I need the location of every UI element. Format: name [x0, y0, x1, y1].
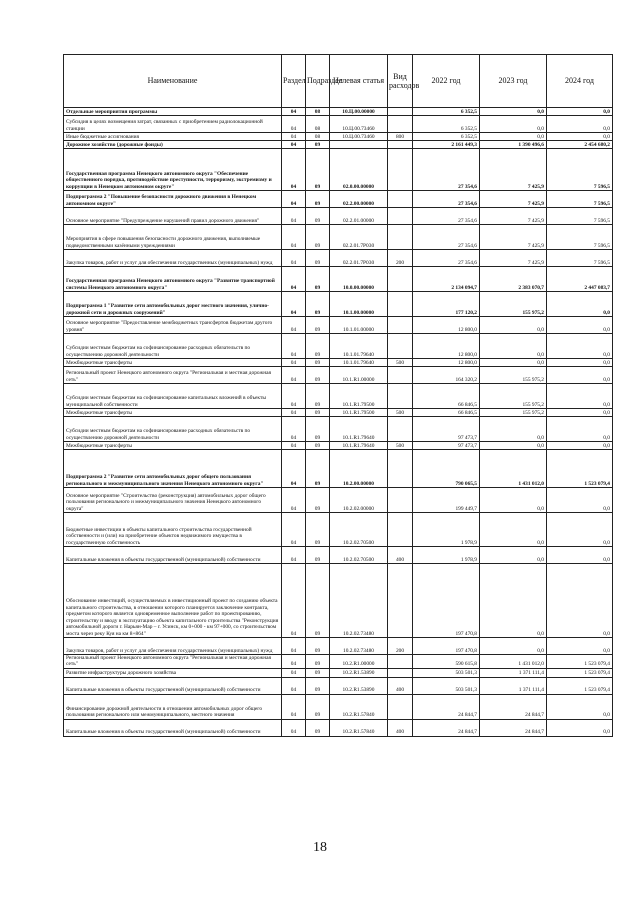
row-2024: 0,0 — [547, 116, 613, 133]
row-section: 04 — [282, 208, 306, 225]
row-subsection: 09 — [306, 564, 330, 638]
row-target: 10.Ц.00.73460 — [330, 116, 388, 133]
row-target: 10.2.R1.00000 — [330, 655, 388, 669]
row-section: 04 — [282, 384, 306, 409]
table-row — [64, 677, 613, 694]
row-target: 02.2.01.00000 — [330, 208, 388, 225]
header-exp-type: Вид расходов — [388, 55, 413, 108]
row-name: Капитальные вложения в объекты государственной (муниципальной) собственности — [64, 719, 282, 736]
row-2023: 1 431 012,0 — [480, 450, 547, 488]
row-section: 04 — [282, 417, 306, 442]
table-row — [64, 208, 613, 225]
row-exp-type — [388, 141, 413, 149]
row-name: Основное мероприятие "Предупреждение нарушений правил дорожного движения" — [64, 208, 282, 225]
table-row — [64, 384, 613, 409]
row-exp-type: 500 — [388, 409, 413, 417]
row-2022: 2 134 094,7 — [413, 267, 480, 292]
row-subsection: 09 — [306, 191, 330, 208]
row-subsection: 08 — [306, 116, 330, 133]
row-name: Капитальные вложения в объекты государственной (муниципальной) собственности — [64, 547, 282, 564]
row-section: 04 — [282, 668, 306, 677]
row-subsection: 09 — [306, 317, 330, 334]
row-target: 02.2.01.7Р030 — [330, 250, 388, 267]
row-target: 10.2.00.00000 — [330, 450, 388, 488]
row-2022: 177 120,2 — [413, 292, 480, 317]
row-section: 04 — [282, 442, 306, 450]
row-section: 04 — [282, 292, 306, 317]
row-2023: 155 975,2 — [480, 367, 547, 384]
header-section: Раздел — [282, 55, 306, 108]
row-name: Субсидии местным бюджетам на софинансирование расходных обязательств по осуществлению дорожной деятельности — [64, 334, 282, 359]
row-section: 04 — [282, 317, 306, 334]
row-exp-type — [388, 149, 413, 191]
row-2022: 27 354,6 — [413, 250, 480, 267]
row-2022: 6 352,5 — [413, 116, 480, 133]
row-exp-type: 200 — [388, 250, 413, 267]
table-row — [64, 450, 613, 488]
table-row — [64, 694, 613, 719]
row-target: 10.1.01.79640 — [330, 359, 388, 367]
row-subsection: 09 — [306, 442, 330, 450]
row-exp-type — [388, 292, 413, 317]
row-2023: 0,0 — [480, 334, 547, 359]
row-2024: 0,0 — [547, 638, 613, 655]
row-2024: 0,0 — [547, 719, 613, 736]
table-row — [64, 191, 613, 208]
row-2022: 1 978,9 — [413, 513, 480, 547]
row-target: 10.0.00.00000 — [330, 267, 388, 292]
row-subsection: 09 — [306, 450, 330, 488]
row-2023: 7 425,9 — [480, 208, 547, 225]
row-exp-type: 800 — [388, 133, 413, 141]
row-exp-type — [388, 108, 413, 116]
row-exp-type — [388, 191, 413, 208]
row-section: 04 — [282, 334, 306, 359]
row-2024: 7 596,5 — [547, 208, 613, 225]
row-name: Региональный проект Ненецкого автономного округа "Региональная и местная дорожная сеть" — [64, 655, 282, 669]
row-2023: 0,0 — [480, 513, 547, 547]
row-subsection: 09 — [306, 488, 330, 513]
table-row — [64, 250, 613, 267]
table-row — [64, 359, 613, 367]
row-2024: 2 447 083,7 — [547, 267, 613, 292]
row-2024: 0,0 — [547, 442, 613, 450]
row-subsection: 09 — [306, 655, 330, 669]
row-2024: 0,0 — [547, 417, 613, 442]
row-section: 04 — [282, 149, 306, 191]
row-target — [330, 141, 388, 149]
row-2022: 197 470,8 — [413, 564, 480, 638]
row-target: 10.1.R1.79500 — [330, 384, 388, 409]
row-exp-type: 400 — [388, 547, 413, 564]
row-2024: 1 523 079,4 — [547, 668, 613, 677]
row-name: Межбюджетные трансферты — [64, 409, 282, 417]
row-subsection: 09 — [306, 208, 330, 225]
row-name: Подпрограмма 1 "Развитие сети автомобильных дорог местного значения, улично-дорожной сети и дорожных сооружений" — [64, 292, 282, 317]
row-section: 04 — [282, 409, 306, 417]
row-2023: 7 425,9 — [480, 149, 547, 191]
row-2024: 1 523 079,4 — [547, 677, 613, 694]
row-target: 10.Ц.00.73460 — [330, 133, 388, 141]
row-subsection: 09 — [306, 384, 330, 409]
row-exp-type — [388, 417, 413, 442]
row-section: 04 — [282, 677, 306, 694]
row-subsection: 09 — [306, 334, 330, 359]
row-subsection: 09 — [306, 149, 330, 191]
row-exp-type — [388, 655, 413, 669]
row-target: 02.2.01.7Р030 — [330, 225, 388, 250]
row-exp-type — [388, 668, 413, 677]
row-subsection: 09 — [306, 367, 330, 384]
table-row — [64, 108, 613, 116]
row-name: Субсидии местным бюджетам на софинансирование капитальных вложений в объекты муниципальной собственности — [64, 384, 282, 409]
row-name: Субсидии местным бюджетам на софинансирование расходных обязательств по осуществлению дорожной деятельности — [64, 417, 282, 442]
table-row — [64, 638, 613, 655]
row-2023: 24 844,7 — [480, 694, 547, 719]
row-2024: 0,0 — [547, 513, 613, 547]
table-row — [64, 141, 613, 149]
row-exp-type — [388, 267, 413, 292]
row-exp-type — [388, 225, 413, 250]
row-2022: 27 354,6 — [413, 191, 480, 208]
table-row — [64, 149, 613, 191]
row-subsection: 09 — [306, 547, 330, 564]
row-exp-type: 400 — [388, 677, 413, 694]
row-exp-type: 500 — [388, 359, 413, 367]
row-target: 10.1.R1.79640 — [330, 417, 388, 442]
table-row — [64, 488, 613, 513]
table-row — [64, 367, 613, 384]
table-row — [64, 334, 613, 359]
row-target: 10.1.R1.00000 — [330, 367, 388, 384]
table-body — [64, 108, 613, 737]
row-2024: 0,0 — [547, 488, 613, 513]
row-section: 04 — [282, 116, 306, 133]
row-name: Финансирование дорожной деятельности в отношении автомобильных дорог общего пользования регионального или межмуниципального, местного значения — [64, 694, 282, 719]
row-subsection: 08 — [306, 133, 330, 141]
table-header-row — [64, 55, 613, 108]
row-section: 04 — [282, 267, 306, 292]
row-2023: 0,0 — [480, 359, 547, 367]
table-row — [64, 116, 613, 133]
row-2024: 0,0 — [547, 694, 613, 719]
row-2022: 66 846,5 — [413, 409, 480, 417]
row-2024: 1 523 079,4 — [547, 450, 613, 488]
row-exp-type — [388, 116, 413, 133]
row-subsection: 09 — [306, 225, 330, 250]
row-exp-type — [388, 208, 413, 225]
row-name: Иные бюджетные ассигнования — [64, 133, 282, 141]
row-2024: 7 596,5 — [547, 225, 613, 250]
row-subsection: 09 — [306, 694, 330, 719]
row-2024: 1 523 079,4 — [547, 655, 613, 669]
row-name: Государственная программа Ненецкого автономного округа "Развитие транспортной системы Ненецкого автономного округа" — [64, 267, 282, 292]
row-target: 02.2.00.00000 — [330, 191, 388, 208]
row-section: 04 — [282, 367, 306, 384]
row-target: 10.1.01.79640 — [330, 334, 388, 359]
row-name: Межбюджетные трансферты — [64, 442, 282, 450]
row-section: 04 — [282, 108, 306, 116]
row-target: 10.2.R1.53890 — [330, 668, 388, 677]
header-2022: 2022 год — [413, 55, 480, 108]
row-target: 10.2.02.73480 — [330, 638, 388, 655]
row-2024: 0,0 — [547, 409, 613, 417]
row-section: 04 — [282, 133, 306, 141]
row-section: 04 — [282, 655, 306, 669]
row-2023: 7 425,9 — [480, 191, 547, 208]
row-2023: 7 425,9 — [480, 225, 547, 250]
row-subsection: 09 — [306, 292, 330, 317]
row-exp-type — [388, 564, 413, 638]
row-name: Капитальные вложения в объекты государственной (муниципальной) собственности — [64, 677, 282, 694]
row-2024: 0,0 — [547, 564, 613, 638]
row-2022: 27 354,6 — [413, 225, 480, 250]
row-target: 10.1.R1.79640 — [330, 442, 388, 450]
table-row — [64, 267, 613, 292]
row-2023: 1 390 496,6 — [480, 141, 547, 149]
row-2024: 0,0 — [547, 367, 613, 384]
row-name: Межбюджетные трансферты — [64, 359, 282, 367]
row-exp-type: 200 — [388, 638, 413, 655]
budget-table — [63, 54, 613, 737]
row-2023: 1 371 111,4 — [480, 668, 547, 677]
row-name: Субсидия в целях возмещения затрат, связанных с приобретением радиолокационной станции — [64, 116, 282, 133]
row-target: 10.2.02.00000 — [330, 488, 388, 513]
row-name: Подпрограмма 2 "Повышение безопасности дорожного движения в Ненецком автономном округе" — [64, 191, 282, 208]
row-2022: 27 354,6 — [413, 208, 480, 225]
row-name: Региональный проект Ненецкого автономного округа "Региональная и местная дорожная сеть" — [64, 367, 282, 384]
row-2023: 24 844,7 — [480, 719, 547, 736]
row-section: 04 — [282, 694, 306, 719]
row-2023: 0,0 — [480, 442, 547, 450]
row-target: 10.2.02.70500 — [330, 547, 388, 564]
row-2023: 0,0 — [480, 488, 547, 513]
row-2024: 0,0 — [547, 292, 613, 317]
row-exp-type — [388, 334, 413, 359]
row-2022: 97 473,7 — [413, 442, 480, 450]
row-2022: 197 470,8 — [413, 638, 480, 655]
row-target: 10.Ц.00.00000 — [330, 108, 388, 116]
table-row — [64, 292, 613, 317]
row-name: Закупка товаров, работ и услуг для обеспечения государственных (муниципальных) нужд — [64, 250, 282, 267]
row-target: 10.2.R1.57840 — [330, 694, 388, 719]
row-2022: 27 354,6 — [413, 149, 480, 191]
row-name: Закупка товаров, работ и услуг для обеспечения государственных (муниципальных) нужд — [64, 638, 282, 655]
row-name: Обоснование инвестиций, осуществляемых в инвестиционный проект по созданию объекта капитального строительства, в отношении которого планируется заключение контракта, предметом которого является одновременное выполнение работ по проектированию, строительству и вводу в эксплуатацию объекта капитального строительства "Реконструкция автомобильной дороги г. Нарьян-Мар – г. Усинск, км 0+000 - км 97+000, со строительством моста через реку Куя на км 8+864" — [64, 564, 282, 638]
row-2022: 12 800,0 — [413, 317, 480, 334]
row-2023: 155 975,2 — [480, 292, 547, 317]
row-name: Отдельные мероприятия программы — [64, 108, 282, 116]
row-2024: 7 596,5 — [547, 250, 613, 267]
row-target: 10.1.R1.79500 — [330, 409, 388, 417]
row-subsection: 09 — [306, 668, 330, 677]
row-2024: 0,0 — [547, 359, 613, 367]
row-2023: 0,0 — [480, 133, 547, 141]
row-2022: 6 352,5 — [413, 133, 480, 141]
row-target: 10.2.R1.57840 — [330, 719, 388, 736]
table-row — [64, 668, 613, 677]
row-2023: 2 383 070,7 — [480, 267, 547, 292]
row-2022: 66 846,5 — [413, 384, 480, 409]
row-exp-type: 400 — [388, 719, 413, 736]
row-exp-type — [388, 450, 413, 488]
row-2022: 503 501,3 — [413, 668, 480, 677]
row-subsection: 09 — [306, 250, 330, 267]
row-2023: 155 975,2 — [480, 409, 547, 417]
row-2022: 24 844,7 — [413, 694, 480, 719]
row-target: 10.1.00.00000 — [330, 292, 388, 317]
row-section: 04 — [282, 359, 306, 367]
table-row — [64, 317, 613, 334]
row-name: Государственная программа Ненецкого автономного округа "Обеспечение общественного порядка, противодействие преступности, терроризму, экстремизму и коррупции в Ненецком автономном округе" — [64, 149, 282, 191]
row-section: 04 — [282, 547, 306, 564]
row-2022: 199 449,7 — [413, 488, 480, 513]
row-target: 10.2.02.70500 — [330, 513, 388, 547]
row-name: Дорожное хозяйство (дорожные фонды) — [64, 141, 282, 149]
row-name: Бюджетные инвестиции в объекты капитального строительства государственной собственности и (или) на приобретение объектов недвижимого имущества в государственную собственность — [64, 513, 282, 547]
row-section: 04 — [282, 191, 306, 208]
table-row — [64, 225, 613, 250]
page-number: 18 — [313, 840, 327, 855]
table-row — [64, 417, 613, 442]
row-target: 10.1.01.00000 — [330, 317, 388, 334]
row-subsection: 09 — [306, 409, 330, 417]
row-2024: 0,0 — [547, 547, 613, 564]
row-2022: 590 615,8 — [413, 655, 480, 669]
row-section: 04 — [282, 141, 306, 149]
table-row — [64, 655, 613, 669]
row-exp-type — [388, 317, 413, 334]
row-subsection: 09 — [306, 638, 330, 655]
row-name: Основное мероприятие "Строительство (реконструкция) автомобильных дорог общего пользования регионального и межмуниципального значения Ненецкого автономного округа" — [64, 488, 282, 513]
row-section: 04 — [282, 450, 306, 488]
row-2022: 12 800,0 — [413, 359, 480, 367]
row-subsection: 09 — [306, 513, 330, 547]
row-2022: 790 065,5 — [413, 450, 480, 488]
table-row — [64, 719, 613, 736]
row-2022: 503 501,3 — [413, 677, 480, 694]
table-row — [64, 442, 613, 450]
header-name: Наименование — [64, 55, 282, 108]
row-2022: 164 320,2 — [413, 367, 480, 384]
row-subsection: 09 — [306, 359, 330, 367]
row-2022: 97 473,7 — [413, 417, 480, 442]
row-name: Подпрограмма 2 "Развитие сети автомобильных дорог общего пользования регионального и межмуниципального значения Ненецкого автономного округа" — [64, 450, 282, 488]
row-2024: 7 596,5 — [547, 191, 613, 208]
row-section: 04 — [282, 513, 306, 547]
row-section: 04 — [282, 488, 306, 513]
row-2023: 7 425,9 — [480, 250, 547, 267]
row-subsection: 09 — [306, 417, 330, 442]
row-exp-type — [388, 367, 413, 384]
row-2022: 12 800,0 — [413, 334, 480, 359]
row-subsection: 09 — [306, 677, 330, 694]
row-name: Основное мероприятие "Предоставление межбюджетных трансфертов бюджетам другого уровня" — [64, 317, 282, 334]
row-exp-type — [388, 513, 413, 547]
row-2024: 7 596,5 — [547, 149, 613, 191]
row-2024: 2 454 680,2 — [547, 141, 613, 149]
table-row — [64, 547, 613, 564]
header-2024: 2024 год — [547, 55, 613, 108]
row-exp-type: 500 — [388, 442, 413, 450]
row-name: Развитие инфраструктуры дорожного хозяйства — [64, 668, 282, 677]
row-target: 02.0.00.00000 — [330, 149, 388, 191]
row-name: Мероприятия в сфере повышения безопасности дорожного движения, выполняемые подведомственными казёнными учреждениями — [64, 225, 282, 250]
row-exp-type — [388, 384, 413, 409]
row-2023: 1 371 111,4 — [480, 677, 547, 694]
row-section: 04 — [282, 250, 306, 267]
row-2024: 0,0 — [547, 317, 613, 334]
row-section: 04 — [282, 225, 306, 250]
row-section: 04 — [282, 564, 306, 638]
row-2022: 2 161 449,3 — [413, 141, 480, 149]
table-row — [64, 513, 613, 547]
table-row — [64, 133, 613, 141]
header-target: Целевая статья — [330, 55, 388, 108]
row-section: 04 — [282, 719, 306, 736]
row-2024: 0,0 — [547, 384, 613, 409]
row-2023: 0,0 — [480, 564, 547, 638]
row-exp-type — [388, 488, 413, 513]
row-2022: 6 352,5 — [413, 108, 480, 116]
row-target: 10.2.R1.53890 — [330, 677, 388, 694]
row-section: 04 — [282, 638, 306, 655]
row-exp-type — [388, 694, 413, 719]
row-subsection: 09 — [306, 267, 330, 292]
row-2023: 0,0 — [480, 638, 547, 655]
row-2023: 0,0 — [480, 547, 547, 564]
row-subsection: 09 — [306, 719, 330, 736]
header-2023: 2023 год — [480, 55, 547, 108]
row-2023: 1 431 012,0 — [480, 655, 547, 669]
row-2023: 0,0 — [480, 417, 547, 442]
row-2024: 0,0 — [547, 108, 613, 116]
row-2023: 0,0 — [480, 317, 547, 334]
row-2024: 0,0 — [547, 334, 613, 359]
table-row — [64, 564, 613, 638]
row-subsection: 09 — [306, 141, 330, 149]
row-2024: 0,0 — [547, 133, 613, 141]
row-2023: 0,0 — [480, 108, 547, 116]
table-row — [64, 409, 613, 417]
row-2022: 24 844,7 — [413, 719, 480, 736]
row-target: 10.2.02.73480 — [330, 564, 388, 638]
header-subsection: Подраздел — [306, 55, 330, 108]
row-2023: 0,0 — [480, 116, 547, 133]
row-2022: 1 978,9 — [413, 547, 480, 564]
row-subsection: 08 — [306, 108, 330, 116]
row-2023: 155 975,2 — [480, 384, 547, 409]
